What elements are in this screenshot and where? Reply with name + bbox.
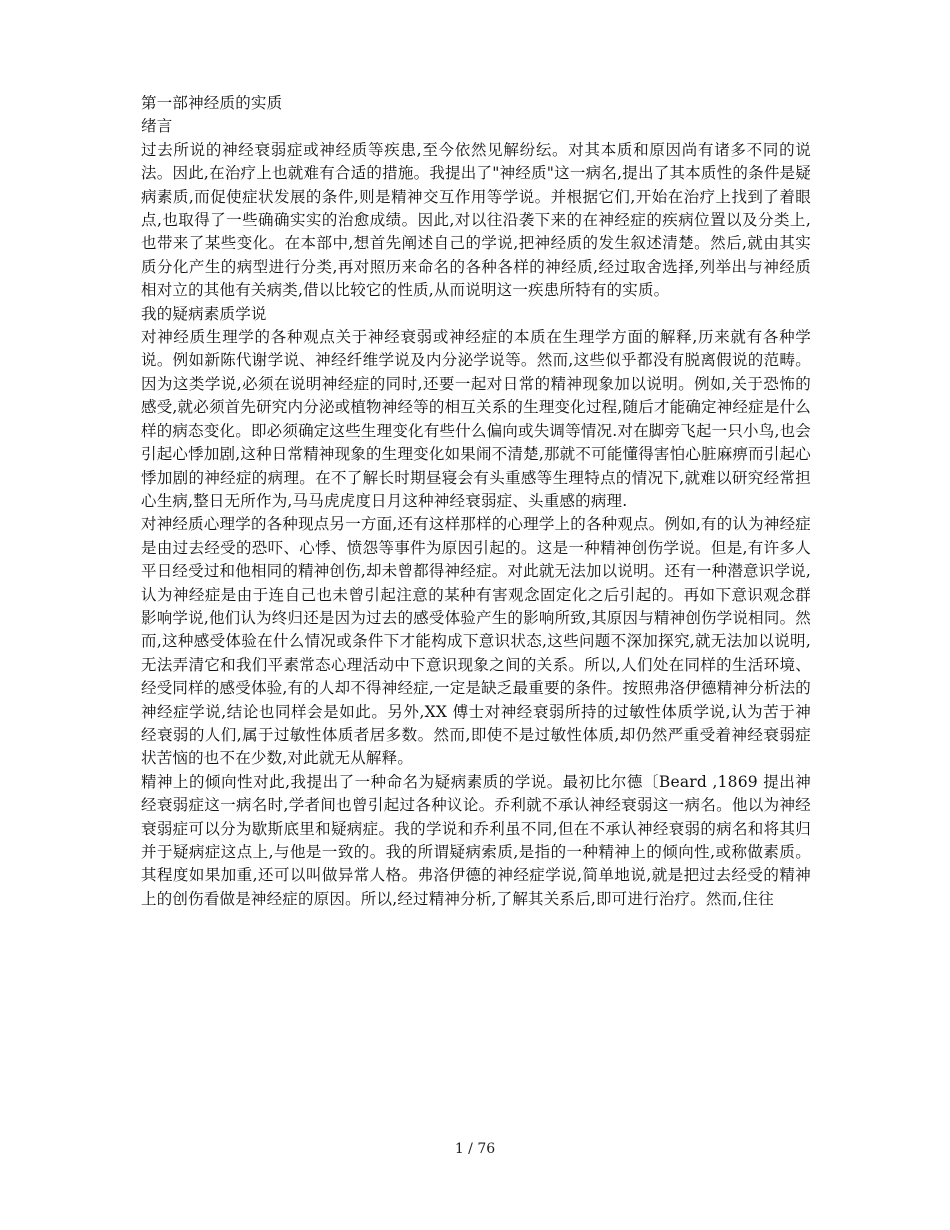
document-body [141,92,811,911]
page-number: 1 / 76 [454,1141,496,1157]
psychology-paragraph: 对神经质心理学的各种现点另一方面,还有这样那样的心理学上的各种观点。例如,有的认为神经症是由过去经受的恐吓、心悸、愤怨等事件为原因引起的。这是一种精神创伤学说。但是,有许多人平日经受过和他相同的精神创伤,却未曾都得神经症。对此就无法加以说明。还有一种潜意识学说,认为神经症是由于连自己也未曾引起注意的某种有害观念固定化之后引起的。再如下意识观念群影响学说,他们认为终归还是因为过去的感受体验产生的影响所致,其原因与精神创伤学说相同。然而,这种感受体验在什么情况或条件下才能构成下意识状态,这些问题不深加探究,就无法加以说明,无法弄清它和我们平素常态心理活动中下意识现象之间的关系。所以,人们处在同样的生活环境、经受同样的感受体验,有的人却不得神经症,一定是缺乏最重要的条件。按照弗洛伊德精神分析法的神经症学说,结论也同样会是如此。另外,XX 傅士对神经衰弱所持的过敏性体质学说,认为苦于神经衰弱的人们,属于过敏性体质者居多数。然而,即使不是过敏性体质,却仍然严重受着神经衰弱症状苦恼的也不在少数,对此就无从解释。 [141,515,811,768]
section-heading-theory: 我的疑病素质学说 [141,304,267,323]
physiology-paragraph: 对神经质生理学的各种观点关于神经衰弱或神经症的本质在生理学方面的解释,历来就有各种学说。例如新陈代谢学说、神经纤维学说及内分泌学说等。然而,这些似乎都没有脱离假说的范畴。因为这类学说,必须在说明神经症的同时,还要一起对日常的精神现象加以说明。例如,关于恐怖的感受,就必须首先研究内分泌或植物神经等的相互关系的生理变化过程,随后才能确定神经症是什么样的病态变化。即必须确定这些生理变化有些什么偏向或失调等情况.对在脚旁飞起一只小鸟,也会引起心悸加剧,这种日常精神现象的生理变化如果闹不清楚,那就不可能懂得害怕心脏麻痹而引起心悸加剧的神经症的病理。在不了解长时期昼寝会有头重感等生理特点的情况下,就难以研究经常担心生病,整日无所作为,马马虎虎度日月这种神经衰弱症、头重感的病理. [141,328,811,510]
tendency-paragraph: 精神上的倾向性对此,我提出了一种命名为疑病素质的学说。最初比尔德〔Beard ,1869 提出神经衰弱症这一病名时,学者间也曾引起过各种议论。乔利就不承认神经衰弱这一病名。他以为神经衰弱症可以分为歇斯底里和疑病症。我的学说和乔利虽不同,但在不承认神经衰弱的病名和将其归并于疑病症这点上,与他是一致的。我的所谓疑病索质,是指的一种精神上的倾向性,或称做素质。其程度如果加重,还可以叫做异常人格。弗洛伊德的神经症学说,简单地说,就是把过去经受的精神上的创伤看做是神经症的原因。所以,经过精神分析,了解其关系后,即可进行治疗。然而,住往 [141,772,811,908]
intro-paragraph: 过去所说的神经衰弱症或神经质等疾患,至今依然见解纷纭。对其本质和原因尚有诸多不同的说法。因此,在治疗上也就难有合适的措施。我提出了"神经质"这一病名,提出了其本质性的条件是疑病素质,而促使症状发展的条件,则是精神交互作用等学说。并根据它们,开始在治疗上找到了着眼点,也取得了一些确确实实的治愈成绩。因此,对以往沿袭下来的在神经症的疾病位置以及分类上,也带来了某些变化。在本部中,想首先阐述自己的学说,把神经质的发生叙述清楚。然后,就由其实质分化产生的病型进行分类,再对照历来命名的各种各样的神经质,经过取舍选择,列举出与神经质相对立的其他有关病类,借以比较它的性质,从而说明这一疾患所特有的实质。 [141,140,811,300]
document-title: 第一部神经质的实质 [141,94,283,112]
section-heading-intro: 绪言 [141,117,173,136]
